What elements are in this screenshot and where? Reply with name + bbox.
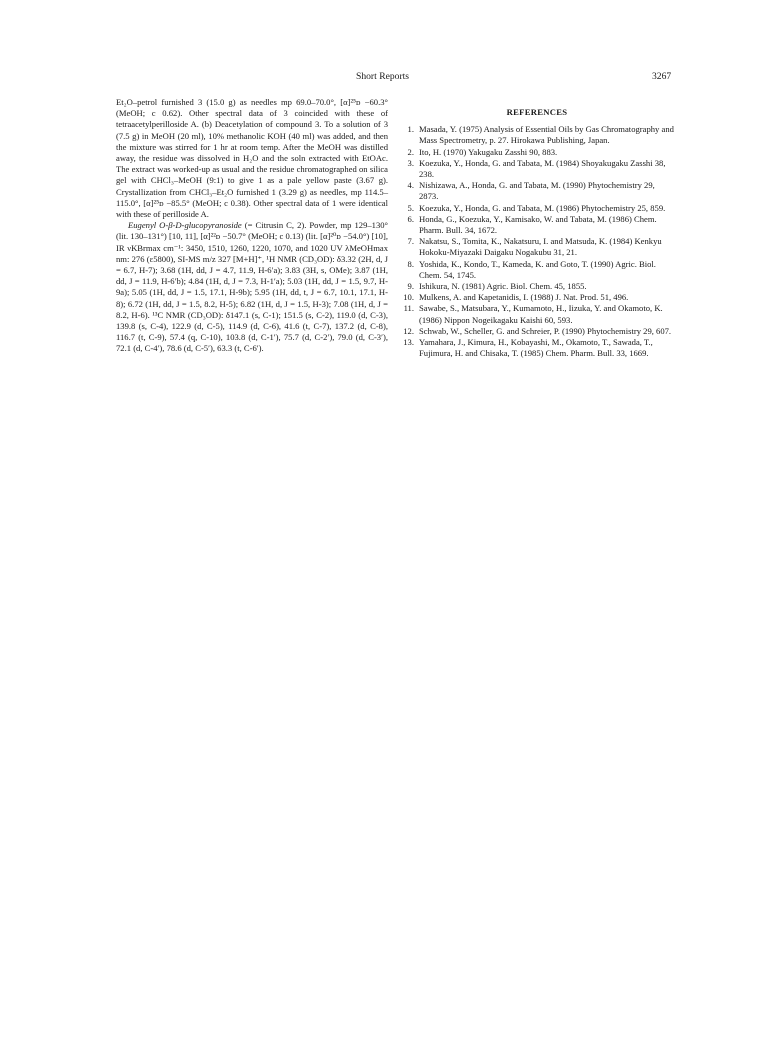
references-heading: REFERENCES: [506, 107, 568, 117]
reference-number: 3.: [407, 157, 414, 168]
reference-number: 12.: [403, 325, 414, 336]
experimental-paragraph: Et₂O–petrol furnished 3 (15.0 g) as needles mp 69.0–70.0°, [α]²⁵ᴅ −60.3° (MeOH; c 0.62). Other spectral data of 3 coincided with these of tetraacetylperilloside A. (b) Deacetylation of compound 3. To a solution of 3 (7.5 g) in MeOH (20 ml), 10% methanolic KOH (40 ml) was added, and then the mixture was stirred for 1 hr at room temp. After the MeOH was distilled away, the residue was dissolved in H₂O and the soln extracted with EtOAc. The extract was worked-up as usual and the residue chromatographed on silica gel with CHCl₃–MeOH (9:1) to give 1 as a pale yellow paste (3.67 g). Crystallization from CHCl₃–Et₂O furnished 1 (3.29 g) as needles, mp 114.5–115.0°, [α]²⁵ᴅ −85.5° (MeOH; c 0.38). Other spectral data of 1 were identical with these of perilloside A.: [116, 97, 388, 220]
reference-text: Sawabe, S., Matsubara, Y., Kumamoto, H., Iizuka, Y. and Okamoto, K. (1986) Nippon Nogeikagaku Kaishi 60, 593.: [419, 303, 663, 325]
reference-number: 10.: [403, 292, 414, 303]
reference-text: Koezuka, Y., Honda, G. and Tabata, M. (1984) Shoyakugaku Zasshi 38, 238.: [419, 157, 666, 180]
reference-item: [398, 259, 676, 281]
page-number: 3267: [652, 71, 672, 82]
compound-paragraph: [116, 220, 388, 354]
reference-text: Yoshida, K., Kondo, T., Kameda, K. and Goto, T. (1990) Agric. Biol. Chem. 54, 1745.: [419, 258, 656, 280]
reference-item: [398, 158, 676, 180]
reference-item: [398, 281, 676, 292]
reference-item: [398, 292, 676, 303]
reference-item: [398, 236, 676, 258]
reference-number: 11.: [403, 303, 414, 314]
reference-number: 1.: [407, 124, 414, 135]
references-column: [398, 97, 676, 359]
reference-text: Masada, Y. (1975) Analysis of Essential Oils by Gas Chromatography and Mass Spectrometry, p. 27. Hirokawa Publishing, Japan.: [419, 124, 674, 146]
compound-name: Eugenyl O-β-D-glucopyranoside: [128, 220, 242, 231]
reference-list: [398, 124, 676, 359]
reference-text: Nishizawa, A., Honda, G. and Tabata, M. (1990) Phytochemistry 29, 2873.: [419, 180, 655, 202]
reference-item: [398, 214, 676, 236]
reference-number: 2.: [407, 146, 414, 157]
reference-number: 5.: [407, 202, 414, 213]
reference-item: [398, 337, 676, 359]
reference-number: 13.: [403, 337, 414, 348]
reference-item: [398, 180, 676, 202]
reference-text: Honda, G., Koezuka, Y., Kamisako, W. and Tabata, M. (1986) Chem. Pharm. Bull. 34, 1672.: [419, 213, 657, 236]
reference-text: Ito, H. (1970) Yakugaku Zasshi 90, 883.: [419, 146, 558, 157]
reference-text: Mulkens, A. and Kapetanidis, I. (1988) J. Nat. Prod. 51, 496.: [419, 292, 629, 303]
reference-text: Ishikura, N. (1981) Agric. Biol. Chem. 45, 1855.: [419, 281, 587, 292]
running-header-title: Short Reports: [356, 71, 410, 82]
reference-number: 8.: [407, 258, 414, 269]
reference-item: [398, 303, 676, 325]
reference-number: 4.: [407, 180, 414, 191]
reference-item: [398, 124, 676, 146]
reference-item: [398, 203, 676, 214]
reference-text: Schwab, W., Scheller, G. and Schreier, P. (1990) Phytochemistry 29, 607.: [419, 325, 672, 336]
reference-number: 6.: [407, 213, 414, 224]
reference-item: [398, 147, 676, 158]
reference-text: Nakatsu, S., Tomita, K., Nakatsuru, I. and Matsuda, K. (1984) Kenkyu Hokoku-Miyazaki Daigaku Nogakubu 31, 21.: [419, 236, 662, 258]
reference-number: 7.: [407, 236, 414, 247]
left-column: [116, 97, 388, 355]
compound-data: (= Citrusin C, 2). Powder, mp 129–130° (lit. 130–131°) [10, 11], [α]²²ᴅ −50.7° (MeOH; c 0.13) (lit. [α]²⁰ᴅ −54.0°) [10], IR νKBrmax cm⁻¹: 3450, 1510, 1260, 1220, 1070, and 1020 UV λMeOHmax nm: 276 (ε5800), SI-MS m/z 327 [M+H]⁺, ¹H NMR (CD₃OD): δ3.32 (2H, d, J = 6.7, H-7); 3.68 (1H, dd, J = 4.7, 11.9, H-6′a); 3.83 (3H, s, OMe); 3.87 (1H, dd, J = 11.9, H-6′b); 4.84 (1H, d, J = 7.3, H-1′a); 5.03 (1H, dd, J = 1.5, 9.7, H-9a); 5.05 (1H, dd, J = 1.5, 17.1, H-9b); 5.95 (1H, dd, t, J = 6.7, 10.1, 17.1, H-8); 6.72 (1H, dd, J = 1.5, 8.2, H-5); 6.82 (1H, d, J = 1.5, H-3); 7.08 (1H, d, J = 8.2, H-6). ¹³C NMR (CD₃OD): δ147.1 (s, C-1); 151.5 (s, C-2), 119.0 (d, C-3), 139.8 (s, C-4), 122.9 (d, C-5), 114.9 (d, C-6), 41.6 (t, C-7), 137.2 (d, C-8), 116.7 (t, C-9), 57.4 (q, C-10), 103.8 (d, C-1′), 75.7 (d, C-2′), 79.0 (d, C-3′), 72.1 (d, C-4′), 78.6 (d, C-5′), 63.3 (t, C-6′).: [116, 220, 388, 354]
reference-text: Koezuka, Y., Honda, G. and Tabata, M. (1986) Phytochemistry 25, 859.: [419, 202, 666, 213]
reference-item: [398, 326, 676, 337]
reference-number: 9.: [407, 281, 414, 292]
reference-text: Yamahara, J., Kimura, H., Kobayashi, M., Okamoto, T., Sawada, T., Fujimura, H. and Chisaka, T. (1985) Chem. Pharm. Bull. 33, 1669.: [419, 337, 653, 359]
